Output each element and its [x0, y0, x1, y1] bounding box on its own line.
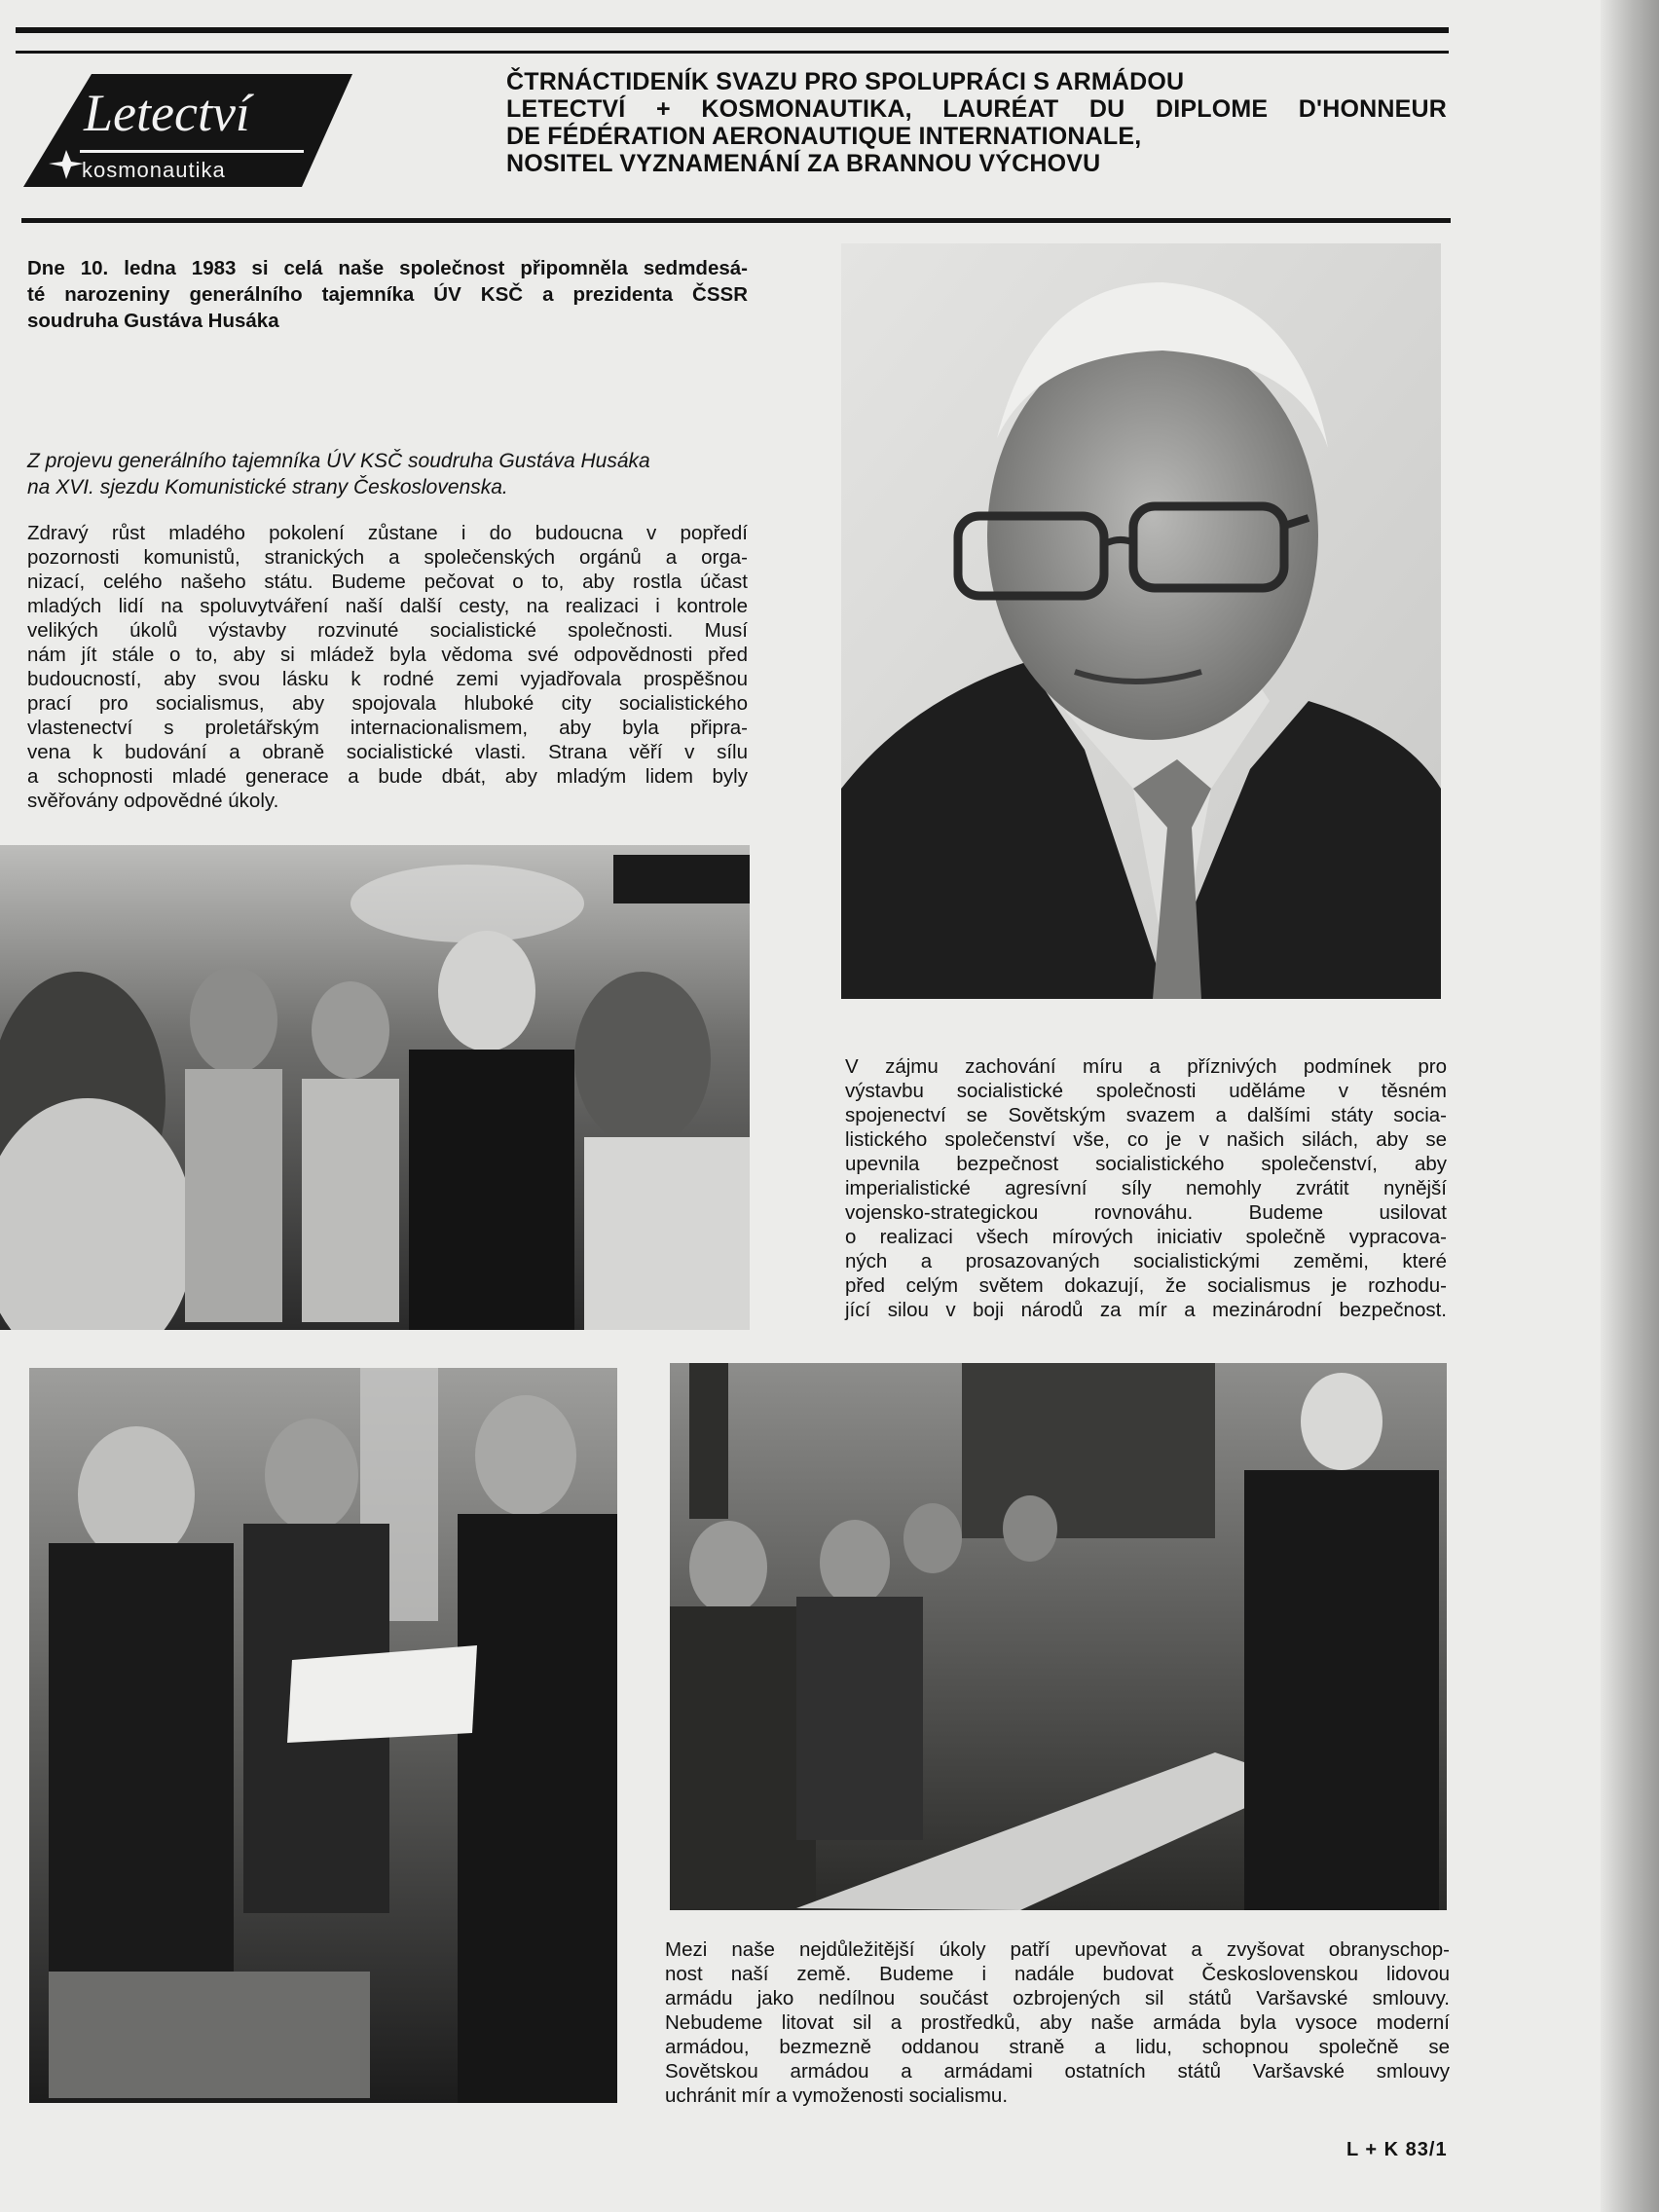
intro-line: soudruha Gustáva Husáka: [27, 310, 279, 332]
officers-document-photo: [29, 1368, 617, 2103]
masthead-line: NOSITEL VYZNAMENÁNÍ ZA BRANNOU VÝCHOVU: [506, 150, 1101, 177]
text-line: Sovětskou armádou a armádami ostatních států Varšavské smlouvy: [665, 2060, 1450, 2083]
text-line: vena k budování a obraně socialistické vlasti. Strana věří v sílu: [27, 741, 748, 763]
pioneers-meeting-photo: [0, 845, 750, 1330]
text-line: upevnila bezpečnost socialistického společenství, aby: [845, 1153, 1447, 1175]
text-line: armádou, bezmezně oddanou straně a lidu, schopnou společně se: [665, 2036, 1450, 2058]
text-line: armádu jako nedílnou součást ozbrojených sil států Varšavské smlouvy.: [665, 1987, 1450, 2009]
text-line: mladých lidí na spoluvytváření naší další cesty, na realizaci i kontrole: [27, 595, 748, 617]
text-line: o realizaci všech mírových iniciativ společně vypracova-: [845, 1226, 1447, 1248]
masthead-line: DE FÉDÉRATION AERONAUTIQUE INTERNATIONALE,: [506, 123, 1142, 150]
page-number: L + K 83/1: [1346, 2139, 1448, 2160]
text-line: listického společenství vše, co je v našich silách, aby se: [845, 1128, 1447, 1151]
text-line: imperialistické agresívní síly nemohly zvrátit nynější: [845, 1177, 1447, 1199]
subhead-line: Z projevu generálního tajemníka ÚV KSČ soudruha Gustáva Husáka: [27, 450, 650, 472]
text-line: velikých úkolů výstavby rozvinuté socialistické společnosti. Musí: [27, 619, 748, 642]
speech-text-defense: [665, 1937, 1450, 2108]
text-line: vlastenectví s proletářským internacionalismem, aby byla připra-: [27, 717, 748, 739]
intro-paragraph: [27, 255, 748, 334]
speech-text-youth: [27, 521, 748, 813]
speech-subhead: [27, 448, 748, 500]
intro-line: té narozeniny generálního tajemníka ÚV KSČ a prezidenta ČSSR: [27, 283, 748, 306]
text-line: uchránit mír a vymoženosti socialismu.: [665, 2084, 1009, 2107]
text-line: nost naší země. Budeme i nadále budovat Československou lidovou: [665, 1963, 1450, 1985]
top-rule: [16, 27, 1449, 33]
text-line: pozornosti komunistů, stranických a společenských orgánů a orga-: [27, 546, 748, 569]
intro-line: Dne 10. ledna 1983 si celá naše společnost připomněla sedmdesá-: [27, 257, 748, 279]
text-line: prací pro socialismus, aby spojovala hluboké city socialistického: [27, 692, 748, 715]
text-line: Nebudeme litovat sil a prostředků, aby naše armáda byla vysoce moderní: [665, 2011, 1450, 2034]
text-line: spojenectví se Sovětským svazem a dalšími státy socia-: [845, 1104, 1447, 1126]
text-line: budoucností, aby svou lásku k rodné zemi vyjadřovala prospěšnou: [27, 668, 748, 690]
masthead-line: LETECTVÍ + KOSMONAUTIKA, LAURÉAT DU DIPLOME D'HONNEUR: [506, 95, 1447, 123]
text-line: jící silou v boji národů za mír a mezinárodní bezpečnost.: [845, 1299, 1447, 1321]
subhead-line: na XVI. sjezdu Komunistické strany Československa.: [27, 476, 508, 498]
masthead-line: ČTRNÁCTIDENÍK SVAZU PRO SPOLUPRÁCI S ARMÁDOU: [506, 68, 1185, 95]
text-line: nám jít stále o to, aby si mládež byla vědoma své odpovědnosti před: [27, 644, 748, 666]
banquet-photo: [670, 1363, 1447, 1910]
top-rule-thin: [16, 51, 1449, 54]
logo-tag: kosmonautika: [82, 158, 226, 182]
text-line: ných a prosazovaných socialistickými zeměmi, které: [845, 1250, 1447, 1272]
text-line: Mezi naše nejdůležitější úkoly patří upevňovat a zvyšovat obranyschop-: [665, 1938, 1450, 1961]
text-line: Zdravý růst mladého pokolení zůstane i do budoucna v popředí: [27, 522, 748, 544]
header-bottom-rule: [21, 218, 1451, 223]
portrait-photo: [841, 243, 1441, 999]
text-line: výstavbu socialistické společnosti uděláme v těsném: [845, 1080, 1447, 1102]
text-line: před celým světem dokazují, že socialismus je rozhodu-: [845, 1274, 1447, 1297]
page-edge-shadow: [1601, 0, 1659, 2212]
text-line: svěřovány odpovědné úkoly.: [27, 790, 279, 812]
magazine-logo: [23, 74, 352, 187]
speech-text-peace: [845, 1054, 1447, 1322]
logo-script: Letectví: [84, 84, 250, 142]
text-line: vojensko-strategickou rovnováhu. Budeme usilovat: [845, 1201, 1447, 1224]
text-line: nizací, celého našeho státu. Budeme pečovat o to, aby rostla účast: [27, 571, 748, 593]
masthead: [506, 68, 1447, 177]
text-line: V zájmu zachování míru a příznivých podmínek pro: [845, 1055, 1447, 1078]
text-line: a schopnosti mladé generace a bude dbát, aby mladým lidem byly: [27, 765, 748, 788]
